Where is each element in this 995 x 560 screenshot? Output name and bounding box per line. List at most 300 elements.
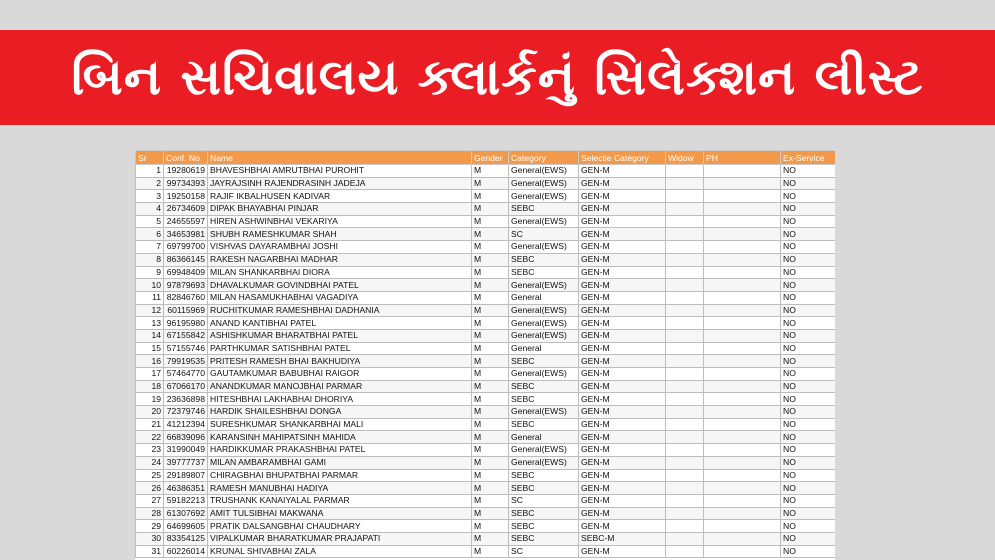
- cell-ph: [704, 165, 781, 178]
- cell-ex-service: NO: [781, 342, 836, 355]
- table-row: [136, 291, 836, 304]
- cell-ex-service: NO: [781, 444, 836, 457]
- cell-widow: [666, 494, 704, 507]
- cell-name: DHAVALKUMAR GOVINDBHAI PATEL: [208, 279, 472, 292]
- cell-conf-no: 64699605: [164, 520, 208, 533]
- table-row: [136, 329, 836, 342]
- cell-sr: 23: [136, 444, 164, 457]
- cell-ex-service: NO: [781, 215, 836, 228]
- cell-conf-no: 96195980: [164, 317, 208, 330]
- cell-selected-category: GEN-M: [579, 431, 666, 444]
- cell-selected-category: GEN-M: [579, 406, 666, 419]
- cell-widow: [666, 393, 704, 406]
- cell-selected-category: GEN-M: [579, 304, 666, 317]
- cell-name: HARDIK SHAILESHBHAI DONGA: [208, 406, 472, 419]
- cell-ph: [704, 203, 781, 216]
- cell-selected-category: GEN-M: [579, 355, 666, 368]
- cell-selected-category: GEN-M: [579, 241, 666, 254]
- cell-sr: 27: [136, 494, 164, 507]
- selection-table: [135, 150, 835, 558]
- header-conf-no: Conf. No: [164, 151, 208, 165]
- cell-ex-service: NO: [781, 431, 836, 444]
- cell-widow: [666, 317, 704, 330]
- cell-conf-no: 97879693: [164, 279, 208, 292]
- table-row: [136, 203, 836, 216]
- cell-widow: [666, 444, 704, 457]
- cell-ex-service: NO: [781, 456, 836, 469]
- table-row: [136, 228, 836, 241]
- header-name: Name: [208, 151, 472, 165]
- cell-sr: 20: [136, 406, 164, 419]
- cell-sr: 5: [136, 215, 164, 228]
- table-row: [136, 469, 836, 482]
- cell-selected-category: GEN-M: [579, 456, 666, 469]
- cell-gender: M: [472, 469, 509, 482]
- cell-selected-category: GEN-M: [579, 253, 666, 266]
- cell-sr: 30: [136, 532, 164, 545]
- table-row: [136, 241, 836, 254]
- cell-selected-category: GEN-M: [579, 165, 666, 178]
- cell-ph: [704, 482, 781, 495]
- cell-category: SC: [509, 545, 579, 558]
- cell-gender: M: [472, 532, 509, 545]
- table-row: [136, 456, 836, 469]
- cell-gender: M: [472, 253, 509, 266]
- cell-conf-no: 34653981: [164, 228, 208, 241]
- cell-gender: M: [472, 165, 509, 178]
- cell-ph: [704, 393, 781, 406]
- cell-widow: [666, 190, 704, 203]
- cell-selected-category: GEN-M: [579, 393, 666, 406]
- cell-ex-service: NO: [781, 253, 836, 266]
- cell-conf-no: 67066170: [164, 380, 208, 393]
- cell-widow: [666, 203, 704, 216]
- cell-selected-category: GEN-M: [579, 228, 666, 241]
- cell-widow: [666, 507, 704, 520]
- cell-selected-category: GEN-M: [579, 215, 666, 228]
- cell-gender: M: [472, 317, 509, 330]
- cell-name: PRATIK DALSANGBHAI CHAUDHARY: [208, 520, 472, 533]
- cell-category: General(EWS): [509, 304, 579, 317]
- cell-name: VIPALKUMAR BHARATKUMAR PRAJAPATI: [208, 532, 472, 545]
- cell-name: RAKESH NAGARBHAI MADHAR: [208, 253, 472, 266]
- cell-selected-category: GEN-M: [579, 317, 666, 330]
- table-row: [136, 190, 836, 203]
- cell-ph: [704, 291, 781, 304]
- cell-ex-service: NO: [781, 406, 836, 419]
- cell-category: General(EWS): [509, 368, 579, 381]
- cell-ph: [704, 355, 781, 368]
- cell-selected-category: GEN-M: [579, 444, 666, 457]
- header-sr: Sr: [136, 151, 164, 165]
- cell-ex-service: NO: [781, 317, 836, 330]
- cell-ex-service: NO: [781, 482, 836, 495]
- cell-widow: [666, 228, 704, 241]
- cell-widow: [666, 266, 704, 279]
- table-row: [136, 342, 836, 355]
- cell-category: General: [509, 431, 579, 444]
- cell-widow: [666, 380, 704, 393]
- cell-ph: [704, 266, 781, 279]
- cell-category: SEBC: [509, 266, 579, 279]
- cell-name: RUCHITKUMAR RAMESHBHAI DADHANIA: [208, 304, 472, 317]
- cell-conf-no: 60226014: [164, 545, 208, 558]
- cell-ph: [704, 507, 781, 520]
- cell-selected-category: GEN-M: [579, 520, 666, 533]
- table-row: [136, 266, 836, 279]
- cell-sr: 31: [136, 545, 164, 558]
- cell-widow: [666, 545, 704, 558]
- cell-conf-no: 41212394: [164, 418, 208, 431]
- cell-selected-category: GEN-M: [579, 545, 666, 558]
- cell-gender: M: [472, 228, 509, 241]
- cell-ex-service: NO: [781, 469, 836, 482]
- table-row: [136, 494, 836, 507]
- cell-category: General(EWS): [509, 165, 579, 178]
- cell-sr: 1: [136, 165, 164, 178]
- cell-category: SEBC: [509, 469, 579, 482]
- cell-sr: 7: [136, 241, 164, 254]
- cell-ex-service: NO: [781, 329, 836, 342]
- cell-gender: M: [472, 494, 509, 507]
- cell-widow: [666, 291, 704, 304]
- cell-widow: [666, 253, 704, 266]
- header-category: Category: [509, 151, 579, 165]
- table-row: [136, 532, 836, 545]
- table-row: [136, 507, 836, 520]
- cell-category: General(EWS): [509, 444, 579, 457]
- cell-sr: 28: [136, 507, 164, 520]
- cell-widow: [666, 532, 704, 545]
- cell-selected-category: GEN-M: [579, 507, 666, 520]
- cell-widow: [666, 520, 704, 533]
- cell-gender: M: [472, 177, 509, 190]
- cell-ph: [704, 342, 781, 355]
- cell-category: SEBC: [509, 482, 579, 495]
- cell-gender: M: [472, 279, 509, 292]
- cell-gender: M: [472, 355, 509, 368]
- cell-ex-service: NO: [781, 380, 836, 393]
- cell-sr: 29: [136, 520, 164, 533]
- cell-ph: [704, 532, 781, 545]
- cell-ph: [704, 279, 781, 292]
- cell-category: General(EWS): [509, 279, 579, 292]
- cell-ex-service: NO: [781, 304, 836, 317]
- table-row: [136, 431, 836, 444]
- header-ph: PH: [704, 151, 781, 165]
- cell-ex-service: NO: [781, 507, 836, 520]
- cell-sr: 26: [136, 482, 164, 495]
- cell-name: TRUSHANK KANAIYALAL PARMAR: [208, 494, 472, 507]
- cell-gender: M: [472, 329, 509, 342]
- cell-widow: [666, 342, 704, 355]
- cell-conf-no: 86366145: [164, 253, 208, 266]
- header-ex-service: Ex-Service: [781, 151, 836, 165]
- cell-name: BHAVESHBHAI AMRUTBHAI PUROHIT: [208, 165, 472, 178]
- cell-widow: [666, 431, 704, 444]
- cell-name: DIPAK BHAYABHAI PINJAR: [208, 203, 472, 216]
- cell-name: ANAND KANTIBHAI PATEL: [208, 317, 472, 330]
- table-row: [136, 545, 836, 558]
- cell-gender: M: [472, 342, 509, 355]
- cell-category: General(EWS): [509, 329, 579, 342]
- cell-name: MILAN AMBARAMBHAI GAMI: [208, 456, 472, 469]
- cell-conf-no: 72379746: [164, 406, 208, 419]
- table-row: [136, 304, 836, 317]
- cell-widow: [666, 279, 704, 292]
- table-row: [136, 165, 836, 178]
- cell-gender: M: [472, 304, 509, 317]
- cell-selected-category: GEN-M: [579, 203, 666, 216]
- cell-ex-service: NO: [781, 279, 836, 292]
- cell-conf-no: 61307692: [164, 507, 208, 520]
- cell-category: SEBC: [509, 203, 579, 216]
- cell-widow: [666, 304, 704, 317]
- cell-ph: [704, 253, 781, 266]
- cell-selected-category: GEN-M: [579, 342, 666, 355]
- cell-conf-no: 69948409: [164, 266, 208, 279]
- cell-sr: 21: [136, 418, 164, 431]
- cell-category: General(EWS): [509, 241, 579, 254]
- cell-sr: 24: [136, 456, 164, 469]
- cell-category: General: [509, 291, 579, 304]
- cell-category: SEBC: [509, 418, 579, 431]
- cell-category: General: [509, 342, 579, 355]
- cell-gender: M: [472, 241, 509, 254]
- cell-selected-category: SEBC-M: [579, 532, 666, 545]
- cell-sr: 3: [136, 190, 164, 203]
- cell-category: SEBC: [509, 380, 579, 393]
- table-row: [136, 520, 836, 533]
- cell-widow: [666, 406, 704, 419]
- cell-sr: 11: [136, 291, 164, 304]
- cell-ex-service: NO: [781, 203, 836, 216]
- table-row: [136, 355, 836, 368]
- cell-selected-category: GEN-M: [579, 418, 666, 431]
- cell-ph: [704, 456, 781, 469]
- cell-ex-service: NO: [781, 393, 836, 406]
- cell-conf-no: 67155842: [164, 329, 208, 342]
- cell-gender: M: [472, 380, 509, 393]
- table-row: [136, 215, 836, 228]
- cell-ph: [704, 494, 781, 507]
- header-gender: Gender: [472, 151, 509, 165]
- cell-name: HARDIKKUMAR PRAKASHBHAI PATEL: [208, 444, 472, 457]
- cell-gender: M: [472, 368, 509, 381]
- table-row: [136, 393, 836, 406]
- cell-conf-no: 19250158: [164, 190, 208, 203]
- cell-ph: [704, 177, 781, 190]
- cell-ph: [704, 317, 781, 330]
- cell-gender: M: [472, 190, 509, 203]
- cell-widow: [666, 456, 704, 469]
- cell-name: KRUNAL SHIVABHAI ZALA: [208, 545, 472, 558]
- cell-conf-no: 39777737: [164, 456, 208, 469]
- cell-conf-no: 82846760: [164, 291, 208, 304]
- cell-gender: M: [472, 406, 509, 419]
- cell-ex-service: NO: [781, 368, 836, 381]
- cell-sr: 13: [136, 317, 164, 330]
- cell-ex-service: NO: [781, 266, 836, 279]
- cell-name: AMIT TULSIBHAI MAKWANA: [208, 507, 472, 520]
- cell-conf-no: 24655597: [164, 215, 208, 228]
- cell-gender: M: [472, 393, 509, 406]
- cell-conf-no: 26734609: [164, 203, 208, 216]
- cell-conf-no: 19280619: [164, 165, 208, 178]
- cell-conf-no: 66839096: [164, 431, 208, 444]
- cell-ex-service: NO: [781, 545, 836, 558]
- cell-ph: [704, 241, 781, 254]
- cell-ex-service: NO: [781, 165, 836, 178]
- cell-category: General(EWS): [509, 190, 579, 203]
- cell-ph: [704, 215, 781, 228]
- table-row: [136, 406, 836, 419]
- cell-gender: M: [472, 456, 509, 469]
- table-row: [136, 482, 836, 495]
- cell-sr: 12: [136, 304, 164, 317]
- cell-ex-service: NO: [781, 532, 836, 545]
- cell-ph: [704, 431, 781, 444]
- cell-conf-no: 69799700: [164, 241, 208, 254]
- table-header-row: [136, 151, 836, 165]
- cell-selected-category: GEN-M: [579, 190, 666, 203]
- cell-conf-no: 59182213: [164, 494, 208, 507]
- cell-sr: 22: [136, 431, 164, 444]
- cell-name: JAYRAJSINH RAJENDRASINH JADEJA: [208, 177, 472, 190]
- cell-name: HIREN ASHWINBHAI VEKARIYA: [208, 215, 472, 228]
- cell-gender: M: [472, 444, 509, 457]
- table-row: [136, 380, 836, 393]
- cell-name: GAUTAMKUMAR BABUBHAI RAIGOR: [208, 368, 472, 381]
- cell-category: General(EWS): [509, 406, 579, 419]
- cell-sr: 9: [136, 266, 164, 279]
- cell-widow: [666, 368, 704, 381]
- cell-selected-category: GEN-M: [579, 329, 666, 342]
- cell-selected-category: GEN-M: [579, 279, 666, 292]
- header-selected-category: Selectie Category: [579, 151, 666, 165]
- cell-widow: [666, 177, 704, 190]
- table-row: [136, 368, 836, 381]
- cell-conf-no: 57155746: [164, 342, 208, 355]
- cell-selected-category: GEN-M: [579, 177, 666, 190]
- cell-category: SEBC: [509, 253, 579, 266]
- cell-category: SEBC: [509, 393, 579, 406]
- cell-name: PARTHKUMAR SATISHBHAI PATEL: [208, 342, 472, 355]
- cell-gender: M: [472, 215, 509, 228]
- cell-sr: 25: [136, 469, 164, 482]
- cell-conf-no: 46386351: [164, 482, 208, 495]
- cell-gender: M: [472, 291, 509, 304]
- table-row: [136, 253, 836, 266]
- cell-category: General(EWS): [509, 317, 579, 330]
- cell-ex-service: NO: [781, 494, 836, 507]
- cell-name: VISHVAS DAYARAMBHAI JOSHI: [208, 241, 472, 254]
- table-row: [136, 279, 836, 292]
- cell-ph: [704, 380, 781, 393]
- table-row: [136, 418, 836, 431]
- cell-ex-service: NO: [781, 418, 836, 431]
- cell-ph: [704, 329, 781, 342]
- cell-ph: [704, 418, 781, 431]
- cell-name: ANANDKUMAR MANOJBHAI PARMAR: [208, 380, 472, 393]
- cell-category: General(EWS): [509, 215, 579, 228]
- cell-name: SHUBH RAMESHKUMAR SHAH: [208, 228, 472, 241]
- cell-ex-service: NO: [781, 241, 836, 254]
- cell-conf-no: 83354125: [164, 532, 208, 545]
- cell-name: KARANSINH MAHIPATSINH MAHIDA: [208, 431, 472, 444]
- cell-widow: [666, 165, 704, 178]
- cell-name: RAJIF IKBALHUSEN KADIVAR: [208, 190, 472, 203]
- cell-selected-category: GEN-M: [579, 380, 666, 393]
- header-widow: Widow: [666, 151, 704, 165]
- cell-ph: [704, 190, 781, 203]
- cell-category: SEBC: [509, 520, 579, 533]
- cell-ph: [704, 406, 781, 419]
- cell-ex-service: NO: [781, 228, 836, 241]
- cell-gender: M: [472, 266, 509, 279]
- cell-name: RAMESH MANUBHAI HADIYA: [208, 482, 472, 495]
- cell-name: PRITESH RAMESH BHAI BAKHUDIYA: [208, 355, 472, 368]
- cell-sr: 18: [136, 380, 164, 393]
- cell-name: MILAN HASAMUKHABHAI VAGADIYA: [208, 291, 472, 304]
- cell-selected-category: GEN-M: [579, 494, 666, 507]
- cell-widow: [666, 215, 704, 228]
- cell-sr: 2: [136, 177, 164, 190]
- cell-name: ASHISHKUMAR BHARATBHAI PATEL: [208, 329, 472, 342]
- cell-category: General(EWS): [509, 177, 579, 190]
- cell-sr: 16: [136, 355, 164, 368]
- cell-sr: 10: [136, 279, 164, 292]
- table-row: [136, 317, 836, 330]
- cell-widow: [666, 469, 704, 482]
- cell-ph: [704, 368, 781, 381]
- table-row: [136, 177, 836, 190]
- cell-ex-service: NO: [781, 190, 836, 203]
- cell-ph: [704, 444, 781, 457]
- cell-name: SURESHKUMAR SHANKARBHAI MALI: [208, 418, 472, 431]
- cell-category: General(EWS): [509, 456, 579, 469]
- cell-sr: 14: [136, 329, 164, 342]
- cell-ph: [704, 228, 781, 241]
- title-banner: [0, 30, 995, 125]
- cell-category: SEBC: [509, 532, 579, 545]
- cell-widow: [666, 355, 704, 368]
- cell-selected-category: GEN-M: [579, 469, 666, 482]
- cell-conf-no: 23636898: [164, 393, 208, 406]
- cell-sr: 17: [136, 368, 164, 381]
- cell-selected-category: GEN-M: [579, 266, 666, 279]
- cell-category: SEBC: [509, 355, 579, 368]
- cell-conf-no: 60115969: [164, 304, 208, 317]
- cell-ph: [704, 520, 781, 533]
- cell-sr: 19: [136, 393, 164, 406]
- cell-gender: M: [472, 203, 509, 216]
- cell-conf-no: 57464770: [164, 368, 208, 381]
- cell-gender: M: [472, 431, 509, 444]
- cell-conf-no: 99734393: [164, 177, 208, 190]
- cell-name: MILAN SHANKARBHAI DIORA: [208, 266, 472, 279]
- cell-gender: M: [472, 418, 509, 431]
- cell-ph: [704, 469, 781, 482]
- cell-conf-no: 31990049: [164, 444, 208, 457]
- cell-conf-no: 29189807: [164, 469, 208, 482]
- cell-gender: M: [472, 482, 509, 495]
- cell-widow: [666, 482, 704, 495]
- cell-gender: M: [472, 507, 509, 520]
- cell-ph: [704, 304, 781, 317]
- cell-category: SEBC: [509, 507, 579, 520]
- cell-sr: 15: [136, 342, 164, 355]
